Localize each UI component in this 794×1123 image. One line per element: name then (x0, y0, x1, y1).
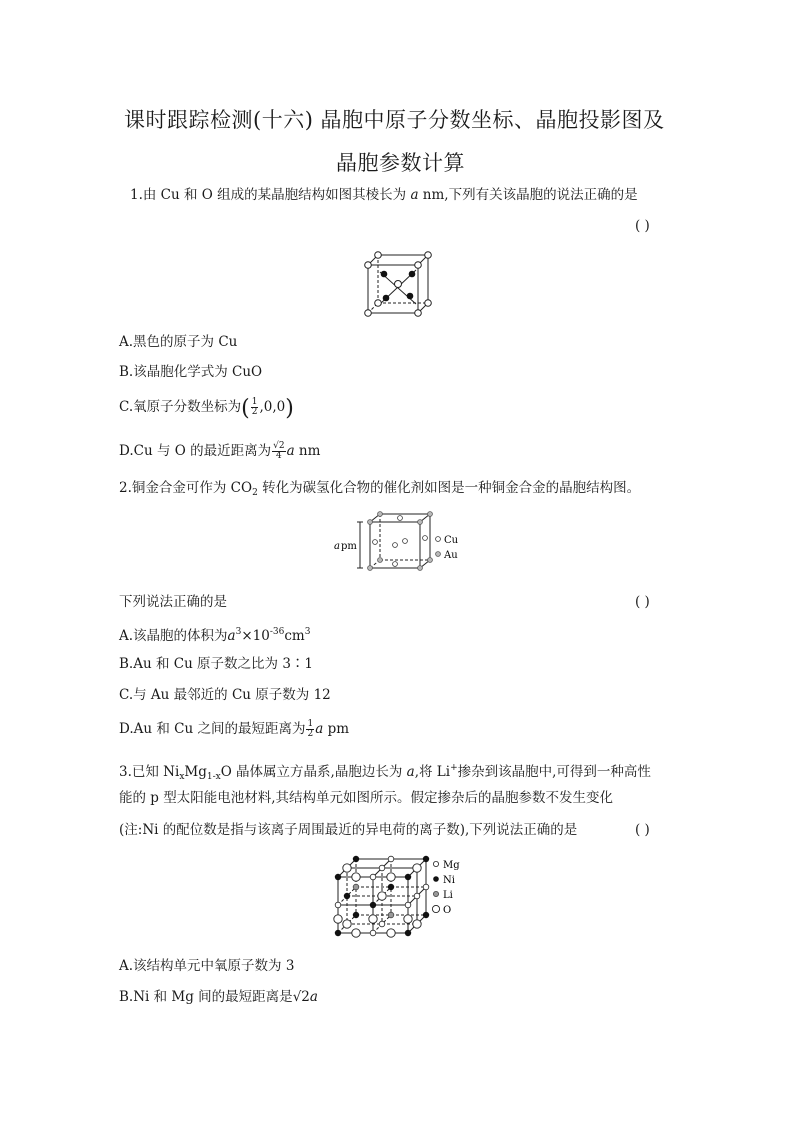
q3-crystal-figure (330, 849, 466, 945)
q3-answer-paren: ( ) (635, 822, 650, 838)
q2-option-c: C.与 Au 最邻近的 Cu 原子数为 12 (119, 687, 331, 703)
q2-option-d: D.Au 和 Cu 之间的最短距离为 $\frac{1}{2}$ a pm (119, 719, 350, 739)
legend-cu: Cu (444, 535, 459, 546)
legend-au: Au (444, 550, 458, 561)
q1-option-c: C.氧原子分数坐标为( $\frac{1}{2}$ ,0,0) (119, 396, 294, 421)
q1-stem: 1.由 Cu 和 O 组成的某晶胞结构如图其棱长为 a nm,下列有关该晶胞的说法正确的是 (130, 187, 638, 203)
dimension-unit: pm (341, 541, 357, 552)
page-title-line2: 晶胞参数计算 (336, 151, 465, 175)
q1-answer-paren: ( ) (635, 218, 650, 234)
q1-option-b: B.该晶胞化学式为 CuO (119, 364, 263, 380)
fraction: $\frac{1}{2}$ (307, 719, 314, 739)
q3-stem-line2: 能的 p 型太阳能电池材料,其结构单元如图所示。假定掺杂后的晶胞参数不发生变化 (119, 790, 614, 806)
page-title: 课时跟踪检测(十六) 晶胞中原子分数坐标、晶胞投影图及 (124, 108, 665, 132)
q3-stem-line3: (注:Ni 的配位数是指与该离子周围最近的异电荷的离子数),下列说法正确的是 (119, 822, 578, 838)
q3-option-a: A.该结构单元中氧原子数为 3 (119, 958, 295, 974)
q2-option-a: A.该晶胞的体积为$a^3\times 10^{-36}cm^3$ (119, 627, 311, 644)
q1-option-d: D.Cu 与 O 的最近距离为 $\frac{√2}{4}$ a nm (119, 441, 321, 461)
fraction: $\frac{√2}{4}$ (273, 441, 285, 461)
dimension-var: a (334, 541, 340, 552)
q2-prompt: 下列说法正确的是 (119, 594, 227, 610)
q3-option-b: B.Ni 和 Mg 间的最短距离是√2a (119, 989, 318, 1005)
q1-option-a: A.黑色的原子为 Cu (119, 334, 238, 350)
q3-stem-line1: 3.已知 $Ni_xMg_{1-x}O$ 晶体属立方晶系,晶胞边长为 a,将 Li+掺杂到该晶胞中,可得到一种高性 (119, 763, 651, 782)
legend-li: Li (443, 890, 453, 901)
q2-answer-paren: ( ) (635, 594, 650, 610)
q1-crystal-figure (360, 244, 436, 320)
legend-mg: Mg (443, 860, 460, 871)
q2-crystal-figure (330, 508, 470, 576)
legend-ni: Ni (443, 875, 455, 886)
fraction: $\frac{1}{2}$ (251, 397, 258, 417)
q2-option-b: B.Au 和 Cu 原子数之比为 3∶1 (119, 656, 314, 672)
q2-stem: 2.铜金合金可作为 $CO_2$ 转化为碳氢化合物的催化剂如图是一种铜金合金的晶胞结构图。 (119, 480, 641, 498)
legend-o: O (443, 905, 452, 916)
